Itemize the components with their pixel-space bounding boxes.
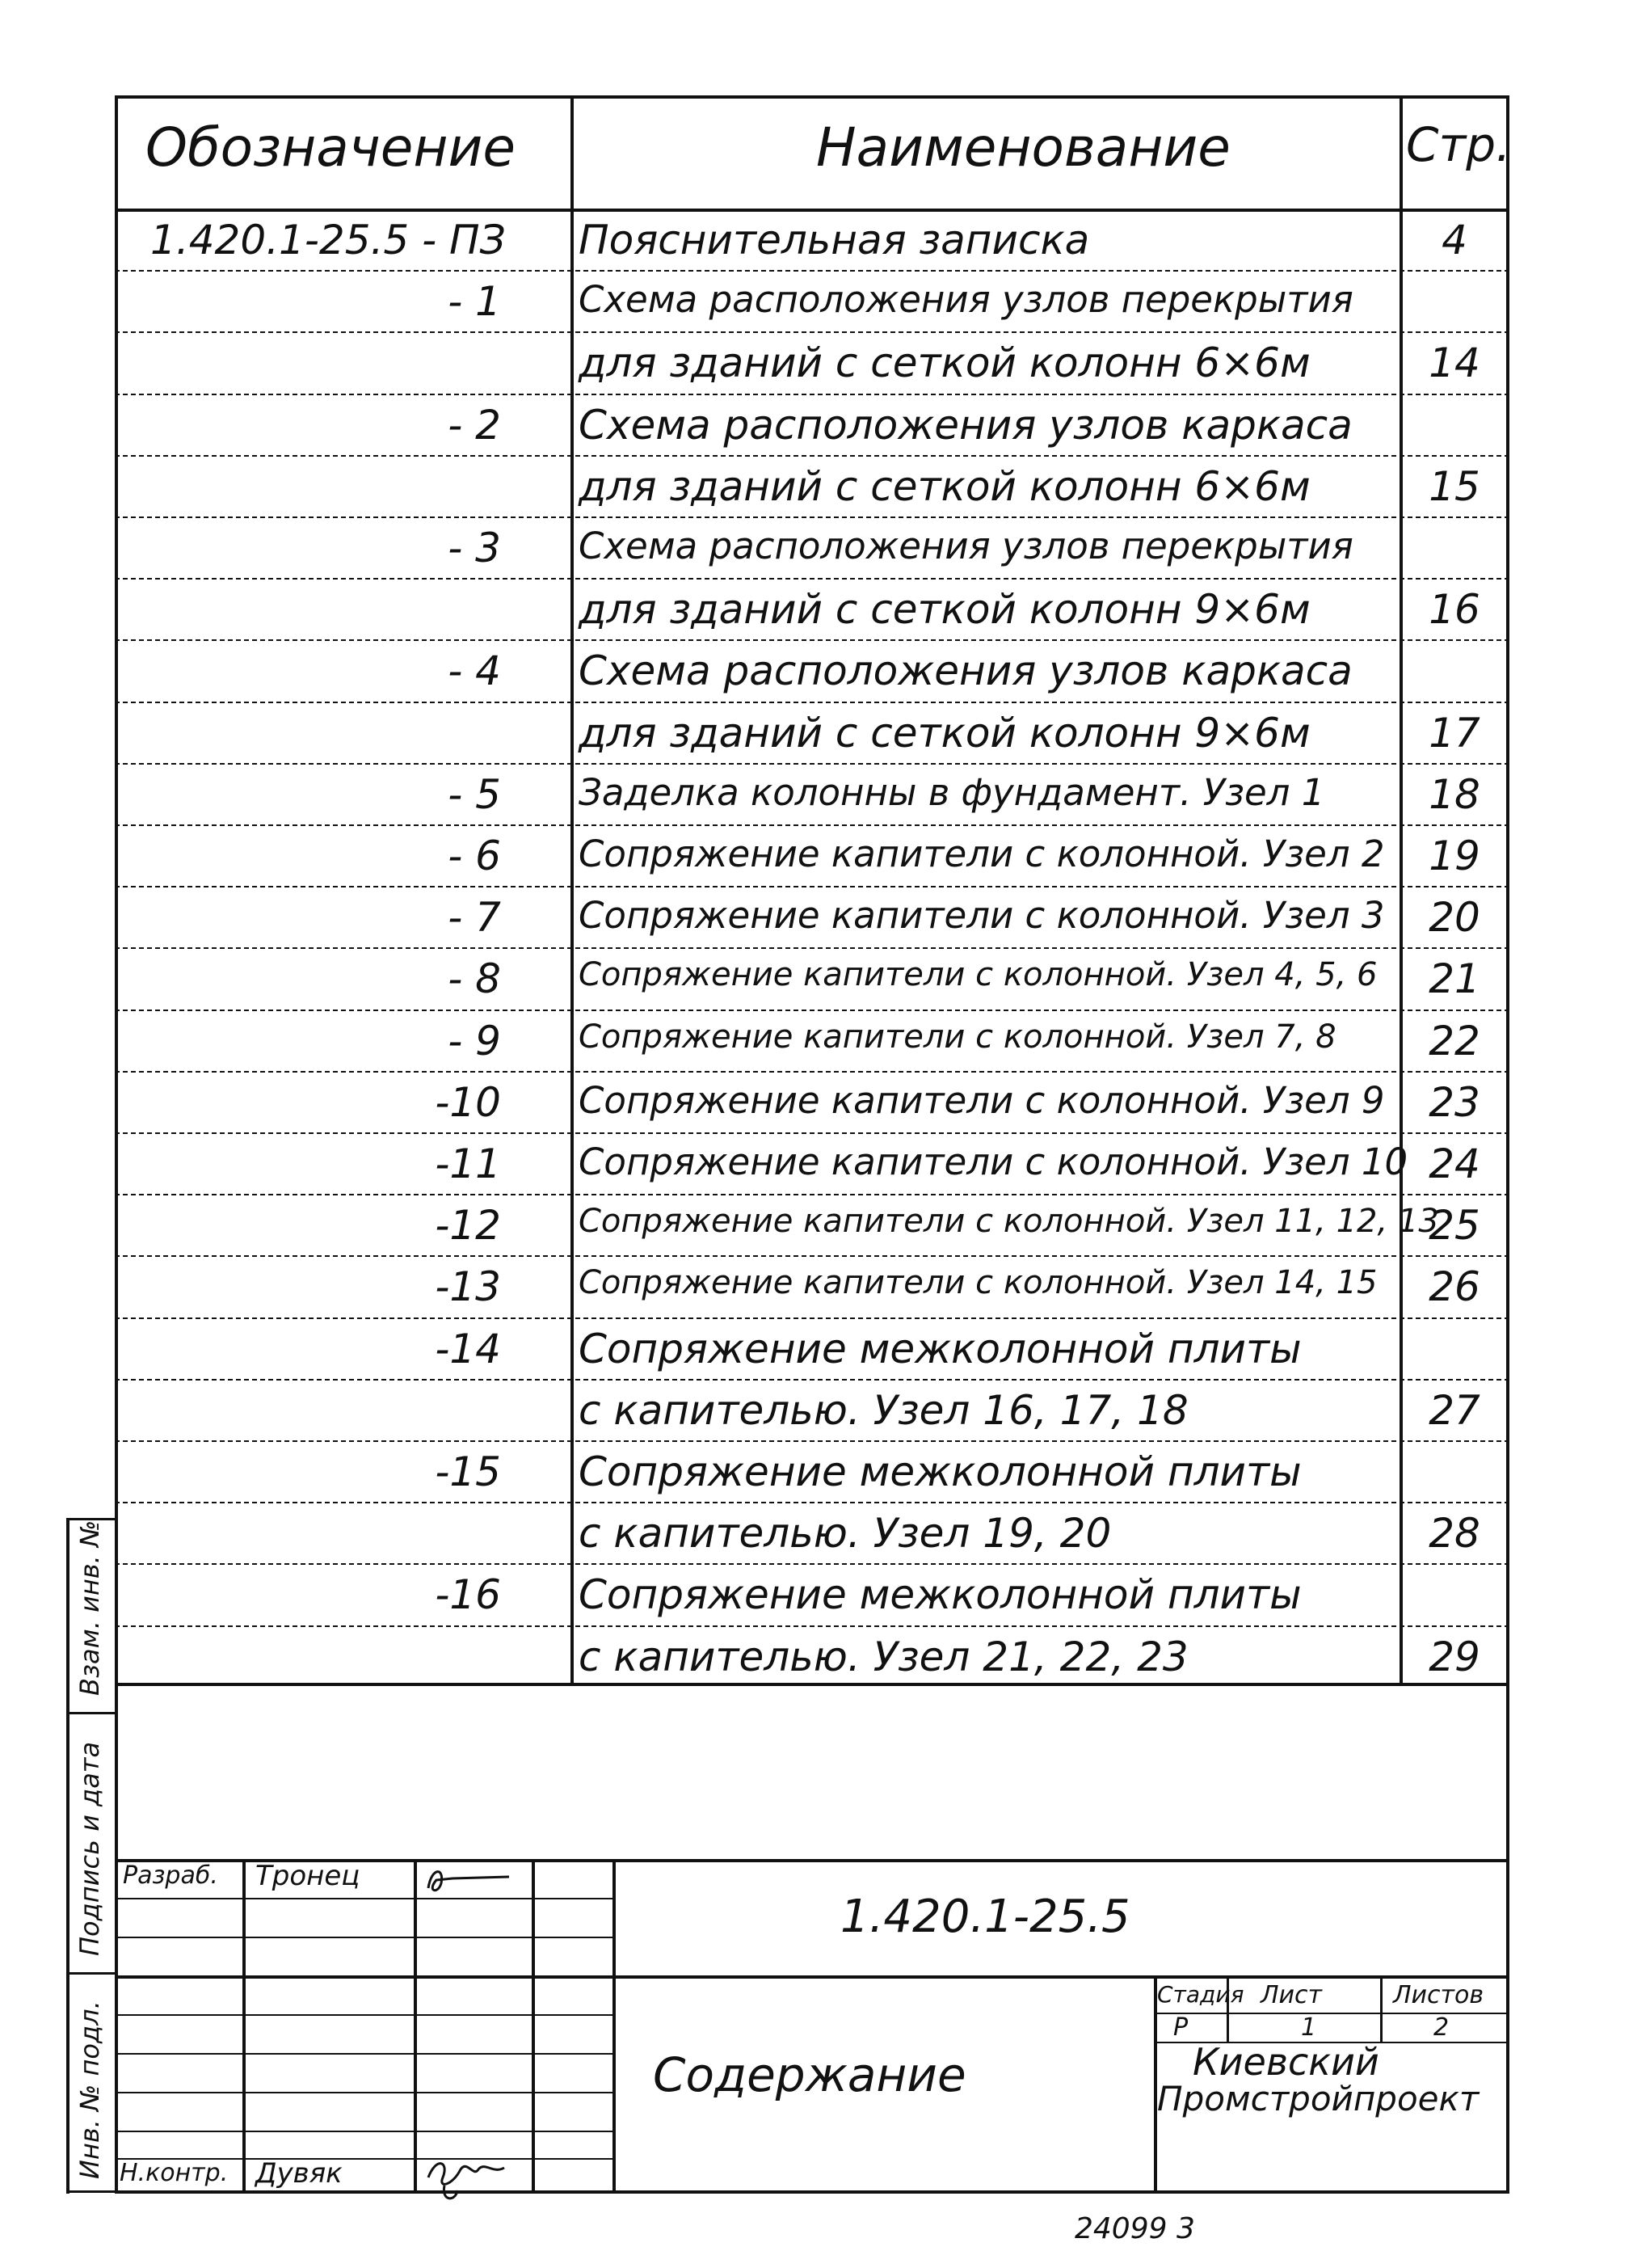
- row-code: - 1: [448, 278, 501, 326]
- table-row-line: [115, 1071, 1509, 1073]
- row-name: Сопряжение капители с колонной. Узел 2: [579, 833, 1385, 875]
- stage-row-1: [1154, 2013, 1509, 2014]
- table-row-line: [115, 763, 1509, 765]
- sheets-value: 2: [1433, 2013, 1450, 2042]
- row-page: 23: [1429, 1078, 1480, 1126]
- row-page: 27: [1429, 1386, 1480, 1434]
- row-code: - 6: [448, 833, 501, 879]
- row-name: Заделка колонны в фундамент. Узел 1: [579, 770, 1325, 814]
- row-code: -14: [435, 1325, 501, 1372]
- tb-row-7: [115, 2131, 612, 2132]
- table-row-line: [115, 947, 1509, 949]
- tb-row-1: [115, 1898, 612, 1899]
- row-name: Схема расположения узлов перекрытия: [579, 525, 1353, 567]
- row-name: для зданий с сеткой колонн 9×6м: [579, 709, 1311, 757]
- sheet-value: 1: [1301, 2013, 1317, 2042]
- table-row-line: [115, 394, 1509, 395]
- table-row-line: [115, 1502, 1509, 1503]
- checker-role: Н.контр.: [120, 2159, 229, 2187]
- table-row-line: [115, 886, 1509, 887]
- checker-name: Дувяк: [255, 2157, 343, 2190]
- sheets-label: Листов: [1393, 1981, 1484, 2009]
- row-page: 26: [1429, 1263, 1480, 1311]
- row-name: Схема расположения узлов перекрытия: [579, 278, 1353, 322]
- row-page: 17: [1429, 709, 1480, 757]
- table-row-line: [115, 1010, 1509, 1011]
- table-row-line: [115, 516, 1509, 518]
- checker-signature: [420, 2153, 525, 2210]
- row-name: Сопряжение межколонной плиты: [579, 1571, 1302, 1619]
- table-row-line: [115, 1563, 1509, 1565]
- binding-strip-divider-2: [66, 1972, 116, 1975]
- row-code: - 9: [448, 1017, 501, 1064]
- row-name: Сопряжение капители с колонной. Узел 11, 12, 13: [579, 1203, 1439, 1241]
- row-code: -15: [435, 1448, 501, 1495]
- table-row-line: [115, 1255, 1509, 1257]
- row-code: 1.420.1-25.5 - ПЗ: [150, 217, 506, 263]
- vzam-inv-label: Взам. инв. №: [74, 1520, 105, 1696]
- developer-name: Тронец: [255, 1860, 360, 1892]
- row-name: для зданий с сеткой колонн 6×6м: [579, 462, 1311, 510]
- row-name: Сопряжение капители с колонной. Узел 4, 5, 6: [579, 956, 1378, 994]
- table-row-line: [115, 824, 1509, 826]
- table-row-line: [115, 1379, 1509, 1381]
- row-name: для зданий с сеткой колонн 6×6м: [579, 339, 1311, 387]
- row-name: Сопряжение капители с колонной. Узел 14, 15: [579, 1264, 1378, 1302]
- row-name: Схема расположения узлов каркаса: [579, 401, 1353, 449]
- row-page: 15: [1429, 462, 1480, 510]
- inv-podl-label: Инв. № подл.: [74, 2000, 105, 2179]
- tb-row-3: [115, 1975, 1509, 1979]
- row-page: 4: [1442, 217, 1467, 263]
- binding-strip-bottom: [66, 2190, 116, 2193]
- org-line-1: Киевский: [1193, 2040, 1379, 2084]
- row-code: - 8: [448, 955, 501, 1003]
- tb-row-4: [115, 2014, 612, 2016]
- row-page: 21: [1429, 955, 1480, 1003]
- row-code: -11: [435, 1140, 501, 1187]
- row-code: -12: [435, 1202, 501, 1250]
- row-name: Пояснительная записка: [579, 217, 1090, 263]
- tb-row-2: [115, 1937, 612, 1938]
- tb-col-3: [532, 1859, 535, 2194]
- row-code: - 7: [448, 894, 501, 942]
- stage-value: Р: [1173, 2013, 1189, 2042]
- row-code: -13: [435, 1263, 501, 1311]
- table-row-line: [115, 1317, 1509, 1319]
- table-row-line: [115, 455, 1509, 457]
- table-row-line: [115, 1132, 1509, 1134]
- row-page: 18: [1429, 770, 1480, 818]
- sheet-title: Содержание: [653, 2047, 966, 2102]
- row-page: 24: [1429, 1140, 1480, 1187]
- tb-col-2: [414, 1859, 417, 2194]
- header-designation: Обозначение: [145, 116, 516, 179]
- tb-col-1: [242, 1859, 246, 2194]
- table-row-line: [115, 331, 1509, 333]
- binding-strip-divider-1: [66, 1712, 116, 1714]
- col-divider-2: [1400, 95, 1403, 1683]
- developer-role: Разраб.: [123, 1861, 218, 1890]
- row-name: Сопряжение капители с колонной. Узел 9: [579, 1078, 1385, 1122]
- row-name: Сопряжение капители с колонной. Узел 3: [579, 894, 1385, 938]
- stage-label: Стадия: [1157, 1981, 1244, 2008]
- binding-strip-left-border: [66, 1518, 69, 2194]
- table-row-line: [115, 1625, 1509, 1627]
- developer-signature: [420, 1859, 525, 1898]
- row-page: 14: [1429, 339, 1480, 387]
- row-page: 19: [1429, 833, 1480, 879]
- row-name: Сопряжение межколонной плиты: [579, 1448, 1302, 1495]
- table-row-line: [115, 578, 1509, 580]
- footer-number: 24099 3: [1075, 2212, 1195, 2245]
- row-code: -10: [435, 1078, 501, 1126]
- row-page: 22: [1429, 1017, 1480, 1064]
- row-code: - 3: [448, 525, 501, 571]
- header-name: Наименование: [816, 116, 1231, 179]
- table-row-line: [115, 1440, 1509, 1442]
- row-name: Схема расположения узлов каркаса: [579, 647, 1353, 695]
- row-code: - 4: [448, 647, 501, 695]
- org-line-2: Промстройпроект: [1157, 2079, 1480, 2118]
- row-name: для зданий с сеткой колонн 9×6м: [579, 586, 1311, 634]
- table-bottom-line: [115, 1683, 1509, 1686]
- table-row-line: [115, 639, 1509, 641]
- table-row-line: [115, 702, 1509, 703]
- row-name: с капителью. Узел 21, 22, 23: [579, 1633, 1189, 1680]
- row-name: с капителью. Узел 19, 20: [579, 1510, 1112, 1558]
- tb-row-6: [115, 2092, 612, 2093]
- tb-col-4: [612, 1859, 616, 2194]
- sheet-label: Лист: [1261, 1981, 1323, 2009]
- row-page: 28: [1429, 1510, 1480, 1558]
- table-row-line: [115, 270, 1509, 272]
- row-name: Сопряжение капители с колонной. Узел 10: [579, 1140, 1408, 1183]
- row-name: Сопряжение межколонной плиты: [579, 1325, 1302, 1372]
- stage-col-2: [1380, 1975, 1383, 2042]
- tb-row-5: [115, 2053, 612, 2055]
- row-code: -16: [435, 1571, 501, 1619]
- row-page: 20: [1429, 894, 1480, 942]
- podpis-data-label: Подпись и дата: [74, 1741, 105, 1956]
- header-bottom-line: [115, 209, 1509, 212]
- row-name: с капителью. Узел 16, 17, 18: [579, 1386, 1189, 1434]
- row-page: 29: [1429, 1633, 1480, 1680]
- row-code: - 2: [448, 401, 501, 449]
- col-divider-1: [570, 95, 574, 1683]
- table-row-line: [115, 1194, 1509, 1195]
- row-code: - 5: [448, 770, 501, 818]
- row-name: Сопряжение капители с колонной. Узел 7, 8: [579, 1018, 1336, 1056]
- doc-code: 1.420.1-25.5: [840, 1891, 1130, 1943]
- header-page: Стр.: [1406, 117, 1511, 172]
- row-page: 25: [1429, 1202, 1480, 1250]
- row-page: 16: [1429, 586, 1480, 634]
